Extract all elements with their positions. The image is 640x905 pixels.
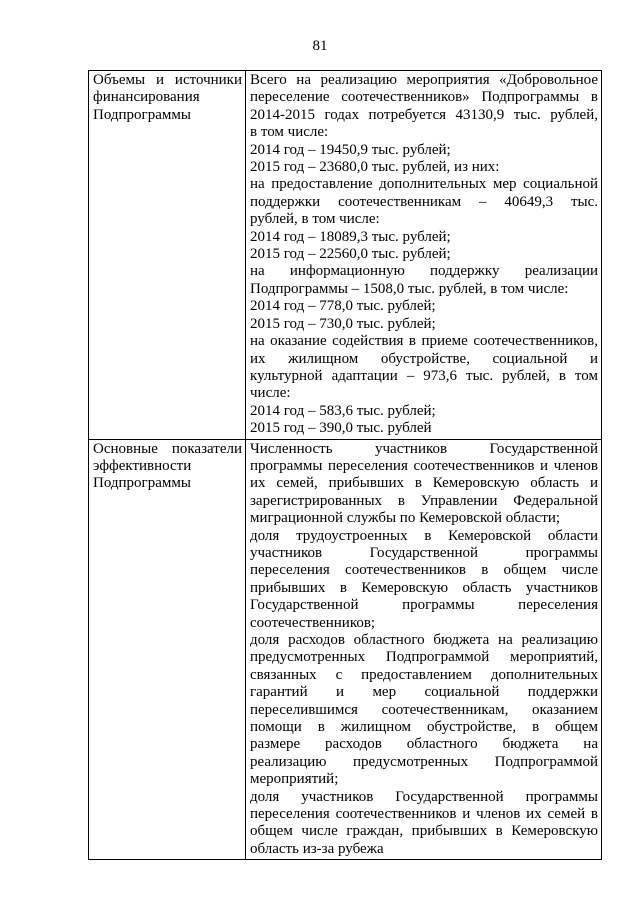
value-line: в том числе: [250, 124, 329, 141]
table-body [89, 71, 602, 860]
value-line: реализацию предусмотренных Подпрограммой [250, 753, 598, 770]
value-line: 2014 год – 19450,9 тыс. рублей; [250, 141, 451, 158]
value-line: культурной адаптации – 973,6 тыс. рублей, в том [250, 367, 598, 384]
program-passport-table [88, 70, 602, 860]
value-line: 2014-2015 годах потребуется 43130,9 тыс. рублей, [250, 106, 598, 123]
value-line: рублей, в том числе: [250, 211, 380, 228]
value-line: на оказание содействия в приеме соотечественников, [250, 333, 598, 350]
label-line: Объемы и источники [93, 72, 242, 88]
value-line: на предоставление дополнительных мер социальной [250, 176, 598, 193]
value-line: 2015 год – 730,0 тыс. рублей; [250, 315, 436, 332]
label-line: Подпрограммы [93, 106, 191, 123]
value-line: их семей, прибывших в Кемеровскую область и [250, 475, 598, 492]
value-line: предусмотренных Подпрограммой мероприятий, [250, 649, 598, 666]
indicators-label-cell [89, 439, 246, 860]
value-line: участников Государственной программы [250, 544, 598, 561]
value-line: 2014 год – 583,6 тыс. рублей; [250, 402, 436, 419]
value-line: общем числе граждан, прибывших в Кемеровскую [250, 823, 598, 840]
value-line: связанных с предоставлением дополнительных [250, 666, 598, 683]
value-line: программы переселения соотечественников и членов [250, 457, 598, 474]
value-line: доля участников Государственной программы [250, 788, 598, 805]
label-line: эффективности [93, 457, 192, 474]
value-line: доля трудоустроенных в Кемеровской области [250, 527, 598, 544]
value-line: зарегистрированных в Управлении Федеральной [250, 492, 598, 509]
value-line: 2014 год – 18089,3 тыс. рублей; [250, 228, 451, 245]
value-line: переселения соотечественников и членов их семей в [250, 806, 598, 823]
value-line: 2014 год – 778,0 тыс. рублей; [250, 298, 436, 315]
value-line: 2015 год – 23680,0 тыс. рублей, из них: [250, 159, 500, 176]
value-line: на информационную поддержку реализации [250, 263, 598, 280]
financing-value-cell [246, 71, 602, 440]
value-line: Подпрограммы – 1508,0 тыс. рублей, в том числе: [250, 280, 569, 297]
value-line: поддержки соотечественникам – 40649,3 тыс. [250, 193, 598, 210]
value-line: соотечественников; [250, 614, 376, 631]
value-line: переселившимся соотечественникам, оказанием [250, 701, 598, 718]
indicators-value-cell [246, 439, 602, 860]
value-line: Всего на реализацию мероприятия «Добровольное [250, 72, 598, 88]
value-line: область из-за рубежа [250, 840, 384, 857]
value-line: 2015 год – 390,0 тыс. рублей [250, 420, 432, 437]
value-line: помощи в жилищном обустройстве, в общем [250, 719, 598, 736]
value-line: их жилищном обустройстве, социальной и [250, 350, 598, 367]
label-line: Основные показатели [93, 440, 242, 457]
value-line: 2015 год – 22560,0 тыс. рублей; [250, 246, 451, 263]
value-line: доля расходов областного бюджета на реализацию [250, 632, 598, 648]
value-line: мероприятий; [250, 771, 339, 788]
page-number: 81 [312, 38, 328, 54]
financing-label-cell [89, 71, 246, 440]
value-line: Государственной программы переселения [250, 597, 598, 614]
value-line: размере расходов областного бюджета на [250, 736, 598, 753]
value-line: Численность участников Государственной [250, 440, 598, 457]
label-line: финансирования [93, 89, 200, 106]
value-line: миграционной службы по Кемеровской области; [250, 510, 561, 527]
value-line: гарантий и мер социальной поддержки [250, 684, 598, 701]
table-row-financing [89, 71, 602, 440]
value-line: переселение соотечественников» Подпрограммы в [250, 89, 598, 106]
table-row-indicators [89, 439, 602, 860]
value-line: прибывших в Кемеровскую область участников [250, 579, 598, 596]
label-line: Подпрограммы [93, 475, 191, 492]
value-line: переселения соотечественников в общем числе [250, 562, 598, 579]
value-line: числе: [250, 385, 291, 402]
